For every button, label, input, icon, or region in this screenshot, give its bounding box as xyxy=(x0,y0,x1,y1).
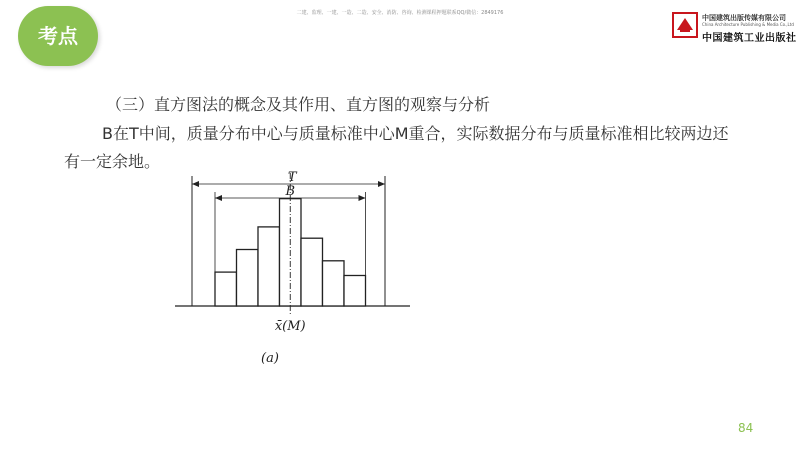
publisher-name-en: China Architecture Publishing & Media Co.,Ltd xyxy=(702,22,794,27)
publisher-logo xyxy=(672,10,800,44)
label-t: T xyxy=(287,170,297,185)
arrowhead-left-icon xyxy=(215,195,222,201)
arrowhead-left-icon xyxy=(192,181,199,187)
histogram-bar xyxy=(258,227,280,306)
histogram-bar xyxy=(301,238,323,306)
publisher-name-cn: 中国建筑出版传媒有限公司 xyxy=(702,14,786,22)
publisher-imprint: 中国建筑工业出版社 xyxy=(702,33,797,44)
histogram-bar xyxy=(323,261,345,306)
topic-badge-label: 考点 xyxy=(38,24,78,48)
publisher-emblem-icon xyxy=(672,12,698,38)
label-center-mean: x̄(M) xyxy=(274,319,306,334)
arrowhead-right-icon xyxy=(378,181,385,187)
figure-caption: (a) xyxy=(261,351,279,366)
page-number: 84 xyxy=(738,421,754,435)
section-title: （三）直方图法的概念及其作用、直方图的观察与分析 xyxy=(106,95,491,114)
histogram-bar xyxy=(344,275,366,306)
header-watermark: 二建、监理、一建、一造、二造、安全、消防、咨询、检测课程押题联系QQ/微信：2849176 xyxy=(296,10,504,16)
histogram-chart xyxy=(170,168,420,368)
histogram-bar xyxy=(215,272,237,306)
topic-badge xyxy=(18,6,98,66)
label-b: B xyxy=(285,184,296,199)
histogram-bar xyxy=(237,250,259,307)
body-paragraph: B在T中间，质量分布中心与质量标准中心M重合，实际数据分布与质量标准相比较两边还有一定余地。 xyxy=(64,124,729,171)
arrowhead-right-icon xyxy=(359,195,366,201)
